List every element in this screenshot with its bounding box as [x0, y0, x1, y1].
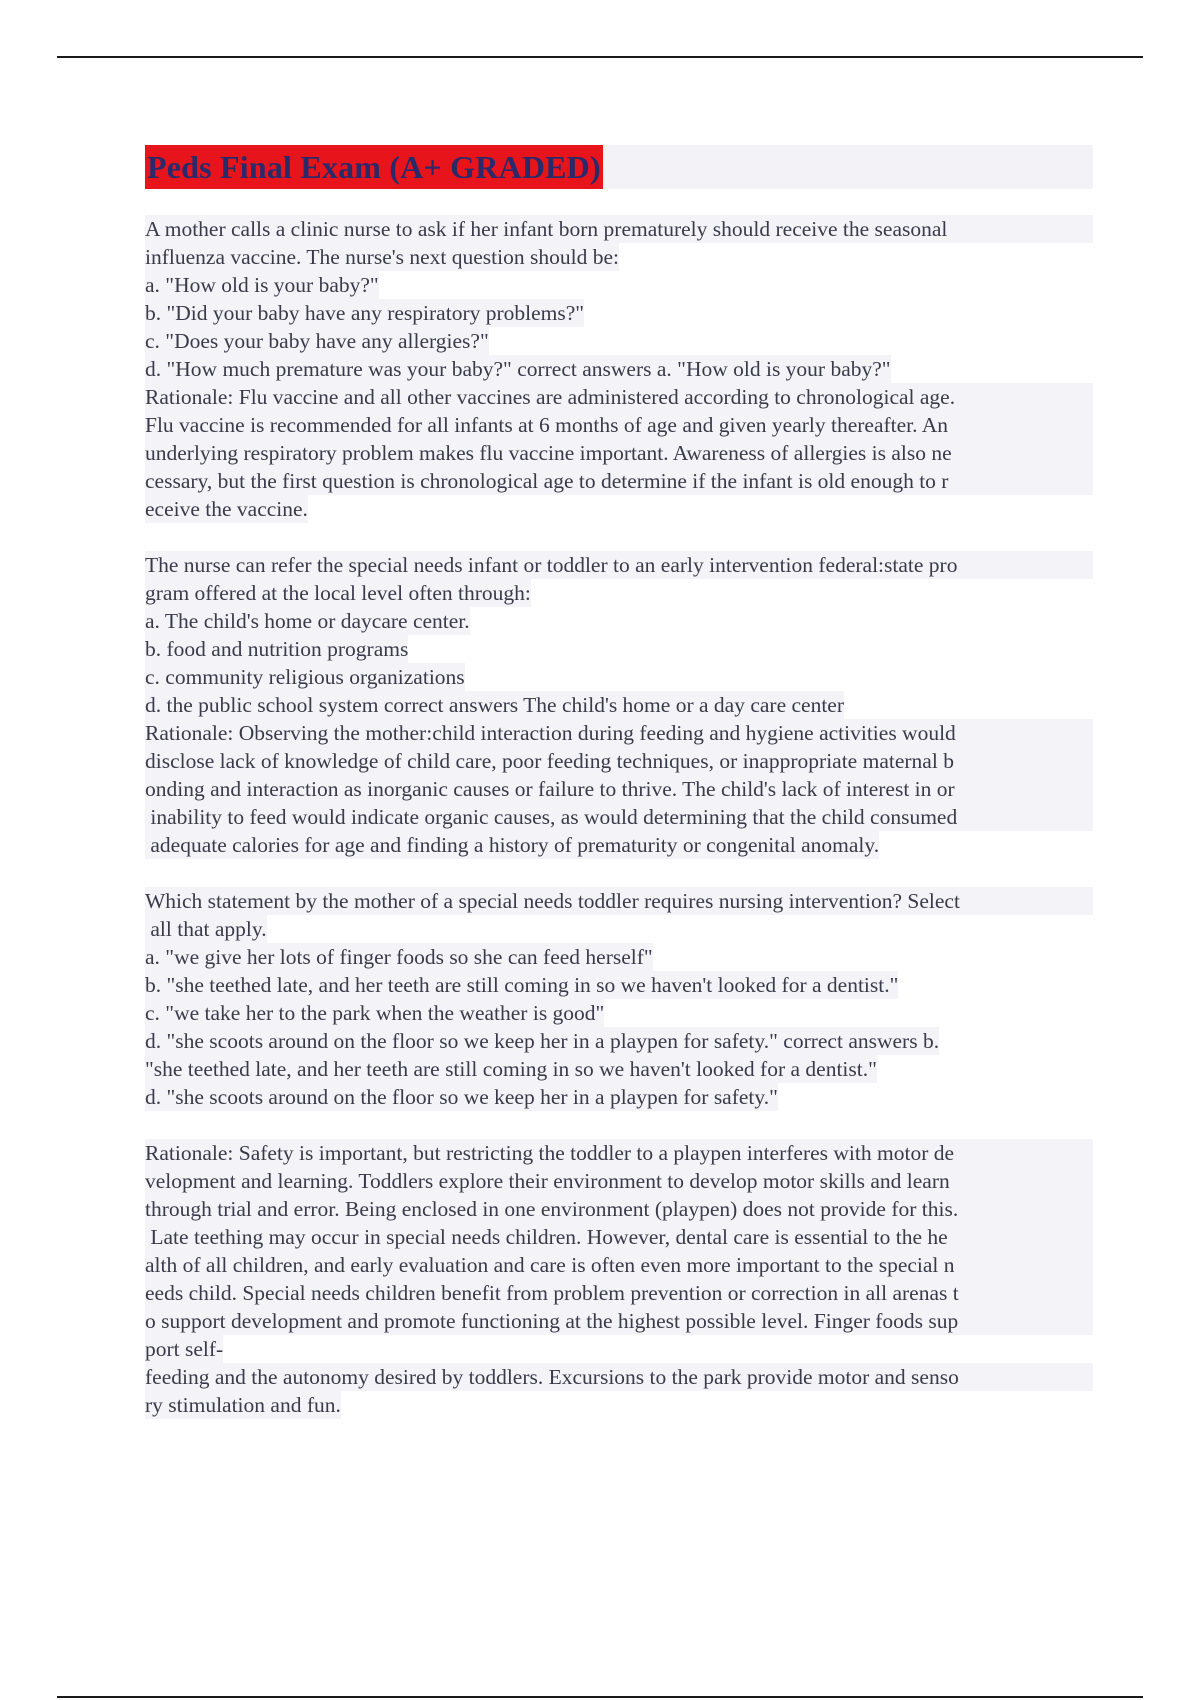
text-line: Rationale: Safety is important, but restricting the toddler to a playpen interferes with motor de: [145, 1139, 1093, 1167]
text-line: d. the public school system correct answers The child's home or a day care center: [145, 693, 844, 717]
text-line: Late teething may occur in special needs children. However, dental care is essential to the he: [145, 1223, 1093, 1251]
text-line: c. "we take her to the park when the weather is good": [145, 1001, 605, 1025]
text-line: port self-: [145, 1337, 224, 1361]
text-line: a. "How old is your baby?": [145, 273, 379, 297]
text-line: inability to feed would indicate organic causes, as would determining that the child consumed: [145, 803, 1093, 831]
question-section: [145, 887, 1093, 1111]
text-line: gram offered at the local level often through:: [145, 581, 531, 605]
text-line: all that apply.: [145, 917, 267, 941]
text-line: adequate calories for age and finding a history of prematurity or congenital anomaly.: [145, 833, 880, 857]
text-line: velopment and learning. Toddlers explore their environment to develop motor skills and learn: [145, 1167, 1093, 1195]
text-line: b. "she teethed late, and her teeth are still coming in so we haven't looked for a dentist.": [145, 973, 899, 997]
text-line: d. "How much premature was your baby?" correct answers a. "How old is your baby?": [145, 357, 891, 381]
text-line: a. "we give her lots of finger foods so she can feed herself": [145, 945, 653, 969]
text-line: eceive the vaccine.: [145, 497, 308, 521]
question-sections: [145, 215, 1093, 1419]
text-line: c. community religious organizations: [145, 665, 465, 689]
question-section: [145, 215, 1093, 523]
text-line: b. food and nutrition programs: [145, 637, 409, 661]
text-line: influenza vaccine. The nurse's next question should be:: [145, 245, 619, 269]
text-line: Rationale: Flu vaccine and all other vaccines are administered according to chronological age.: [145, 383, 1093, 411]
document-title: Peds Final Exam (A+ GRADED): [145, 145, 603, 189]
text-line: ry stimulation and fun.: [145, 1393, 341, 1417]
text-line: A mother calls a clinic nurse to ask if her infant born prematurely should receive the seasonal: [145, 215, 1093, 243]
text-line: The nurse can refer the special needs infant or toddler to an early intervention federal:state pro: [145, 551, 1093, 579]
text-line: Which statement by the mother of a special needs toddler requires nursing intervention? Select: [145, 887, 1093, 915]
title-band: [145, 145, 1093, 189]
text-line: alth of all children, and early evaluation and care is often even more important to the special n: [145, 1251, 1093, 1279]
header-rule: [57, 56, 1143, 58]
text-line: c. "Does your baby have any allergies?": [145, 329, 489, 353]
text-line: eeds child. Special needs children benefit from problem prevention or correction in all arenas t: [145, 1279, 1093, 1307]
document-body: [145, 145, 1093, 1419]
question-section: [145, 1139, 1093, 1419]
question-section: [145, 551, 1093, 859]
text-line: a. The child's home or daycare center.: [145, 609, 470, 633]
text-line: onding and interaction as inorganic causes or failure to thrive. The child's lack of interest in or: [145, 775, 1093, 803]
text-line: cessary, but the first question is chronological age to determine if the infant is old enough to r: [145, 467, 1093, 495]
text-line: underlying respiratory problem makes flu vaccine important. Awareness of allergies is also ne: [145, 439, 1093, 467]
text-line: d. "she scoots around on the floor so we keep her in a playpen for safety." correct answers b.: [145, 1029, 940, 1053]
text-line: "she teethed late, and her teeth are still coming in so we haven't looked for a dentist.": [145, 1057, 877, 1081]
footer-rule: [57, 1696, 1143, 1698]
text-line: Flu vaccine is recommended for all infants at 6 months of age and given yearly thereafter. An: [145, 411, 1093, 439]
text-line: feeding and the autonomy desired by toddlers. Excursions to the park provide motor and senso: [145, 1363, 1093, 1391]
text-line: Rationale: Observing the mother:child interaction during feeding and hygiene activities would: [145, 719, 1093, 747]
text-line: through trial and error. Being enclosed in one environment (playpen) does not provide for this.: [145, 1195, 1093, 1223]
text-line: disclose lack of knowledge of child care, poor feeding techniques, or inappropriate maternal b: [145, 747, 1093, 775]
text-line: b. "Did your baby have any respiratory problems?": [145, 301, 585, 325]
text-line: o support development and promote functioning at the highest possible level. Finger foods sup: [145, 1307, 1093, 1335]
text-line: d. "she scoots around on the floor so we keep her in a playpen for safety.": [145, 1085, 778, 1109]
